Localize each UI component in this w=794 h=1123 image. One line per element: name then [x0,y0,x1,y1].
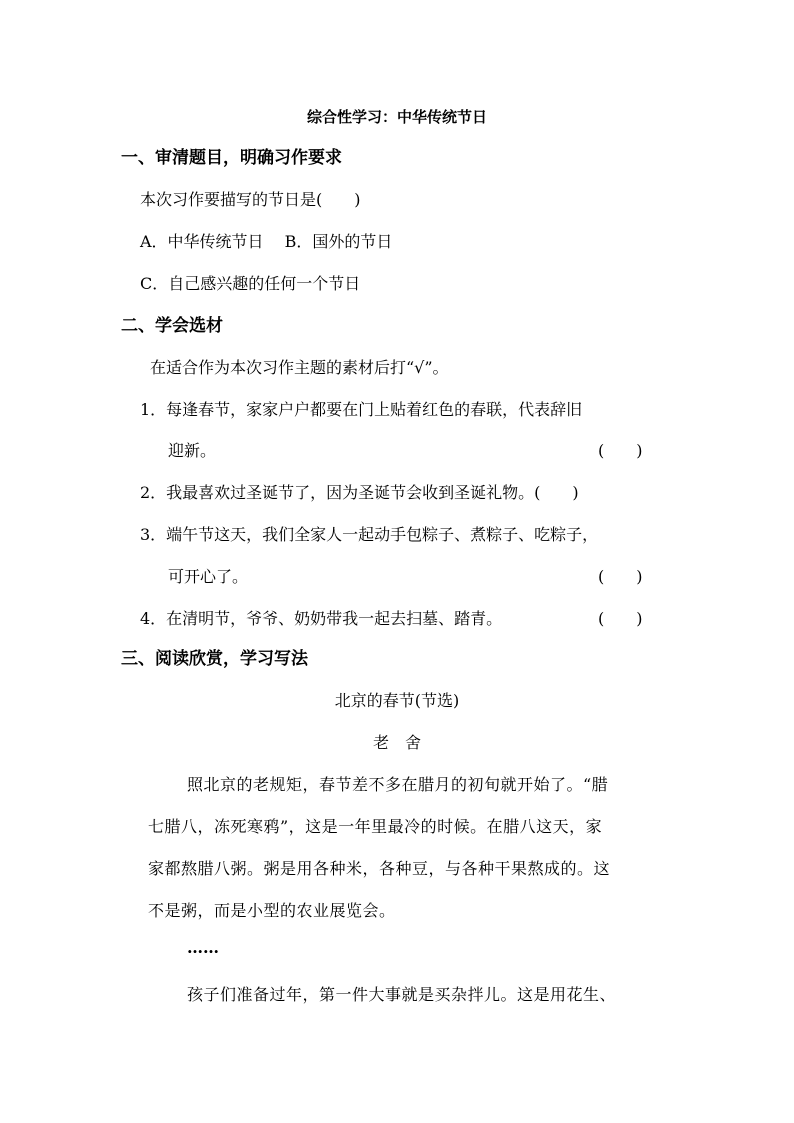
list-item: 4．在清明节，爷爷、奶奶带我一起去扫墓、踏青。 [140,609,503,628]
section3-heading: 三、阅读欣赏，学习写法 [121,649,308,669]
passage-line: 七腊八，冻死寒鸦”，这是一年里最冷的时候。在腊八这天，家 [148,817,603,836]
answer-parentheses: ( ) [598,567,643,586]
section1-heading: 一、审清题目，明确习作要求 [121,148,342,168]
passage-title: 北京的春节(节选) [334,691,460,710]
answer-parentheses: ( ) [598,609,643,628]
list-item: 2．我最喜欢过圣诞节了，因为圣诞节会收到圣诞礼物。( ) [140,483,579,502]
section2-heading: 二、学会选材 [121,316,223,336]
list-item-continuation: 可开心了。 [168,567,249,586]
passage-ellipsis: …… [187,938,219,957]
answer-parentheses: ( ) [598,441,643,460]
option-c: C．自己感兴趣的任何一个节日 [140,274,361,293]
option-a-b: A．中华传统节日 B．国外的节日 [140,232,393,251]
passage-author: 老 舍 [372,733,421,752]
passage-line: 家都熬腊八粥。粥是用各种米，各种豆，与各种干果熬成的。这 [148,859,611,878]
question-text: 本次习作要描写的节日是( ) [140,190,361,209]
list-item: 1．每逢春节，家家户户都要在门上贴着红色的春联，代表辞旧 [140,400,583,419]
passage-line: 照北京的老规矩，春节差不多在腊月的初旬就开始了。“腊 [187,775,609,794]
list-item-continuation: 迎新。 [168,441,217,460]
list-item: 3．端午节这天，我们全家人一起动手包粽子、煮粽子、吃粽子， [140,525,599,544]
page-title: 综合性学习：中华传统节日 [306,108,487,126]
section2-instruction: 在适合作为本次习作主题的素材后打“√”。 [150,358,449,377]
passage-line: 孩子们准备过年，第一件大事就是买杂拌儿。这是用花生、 [187,985,617,1004]
passage-line: 不是粥，而是小型的农业展览会。 [148,901,396,920]
